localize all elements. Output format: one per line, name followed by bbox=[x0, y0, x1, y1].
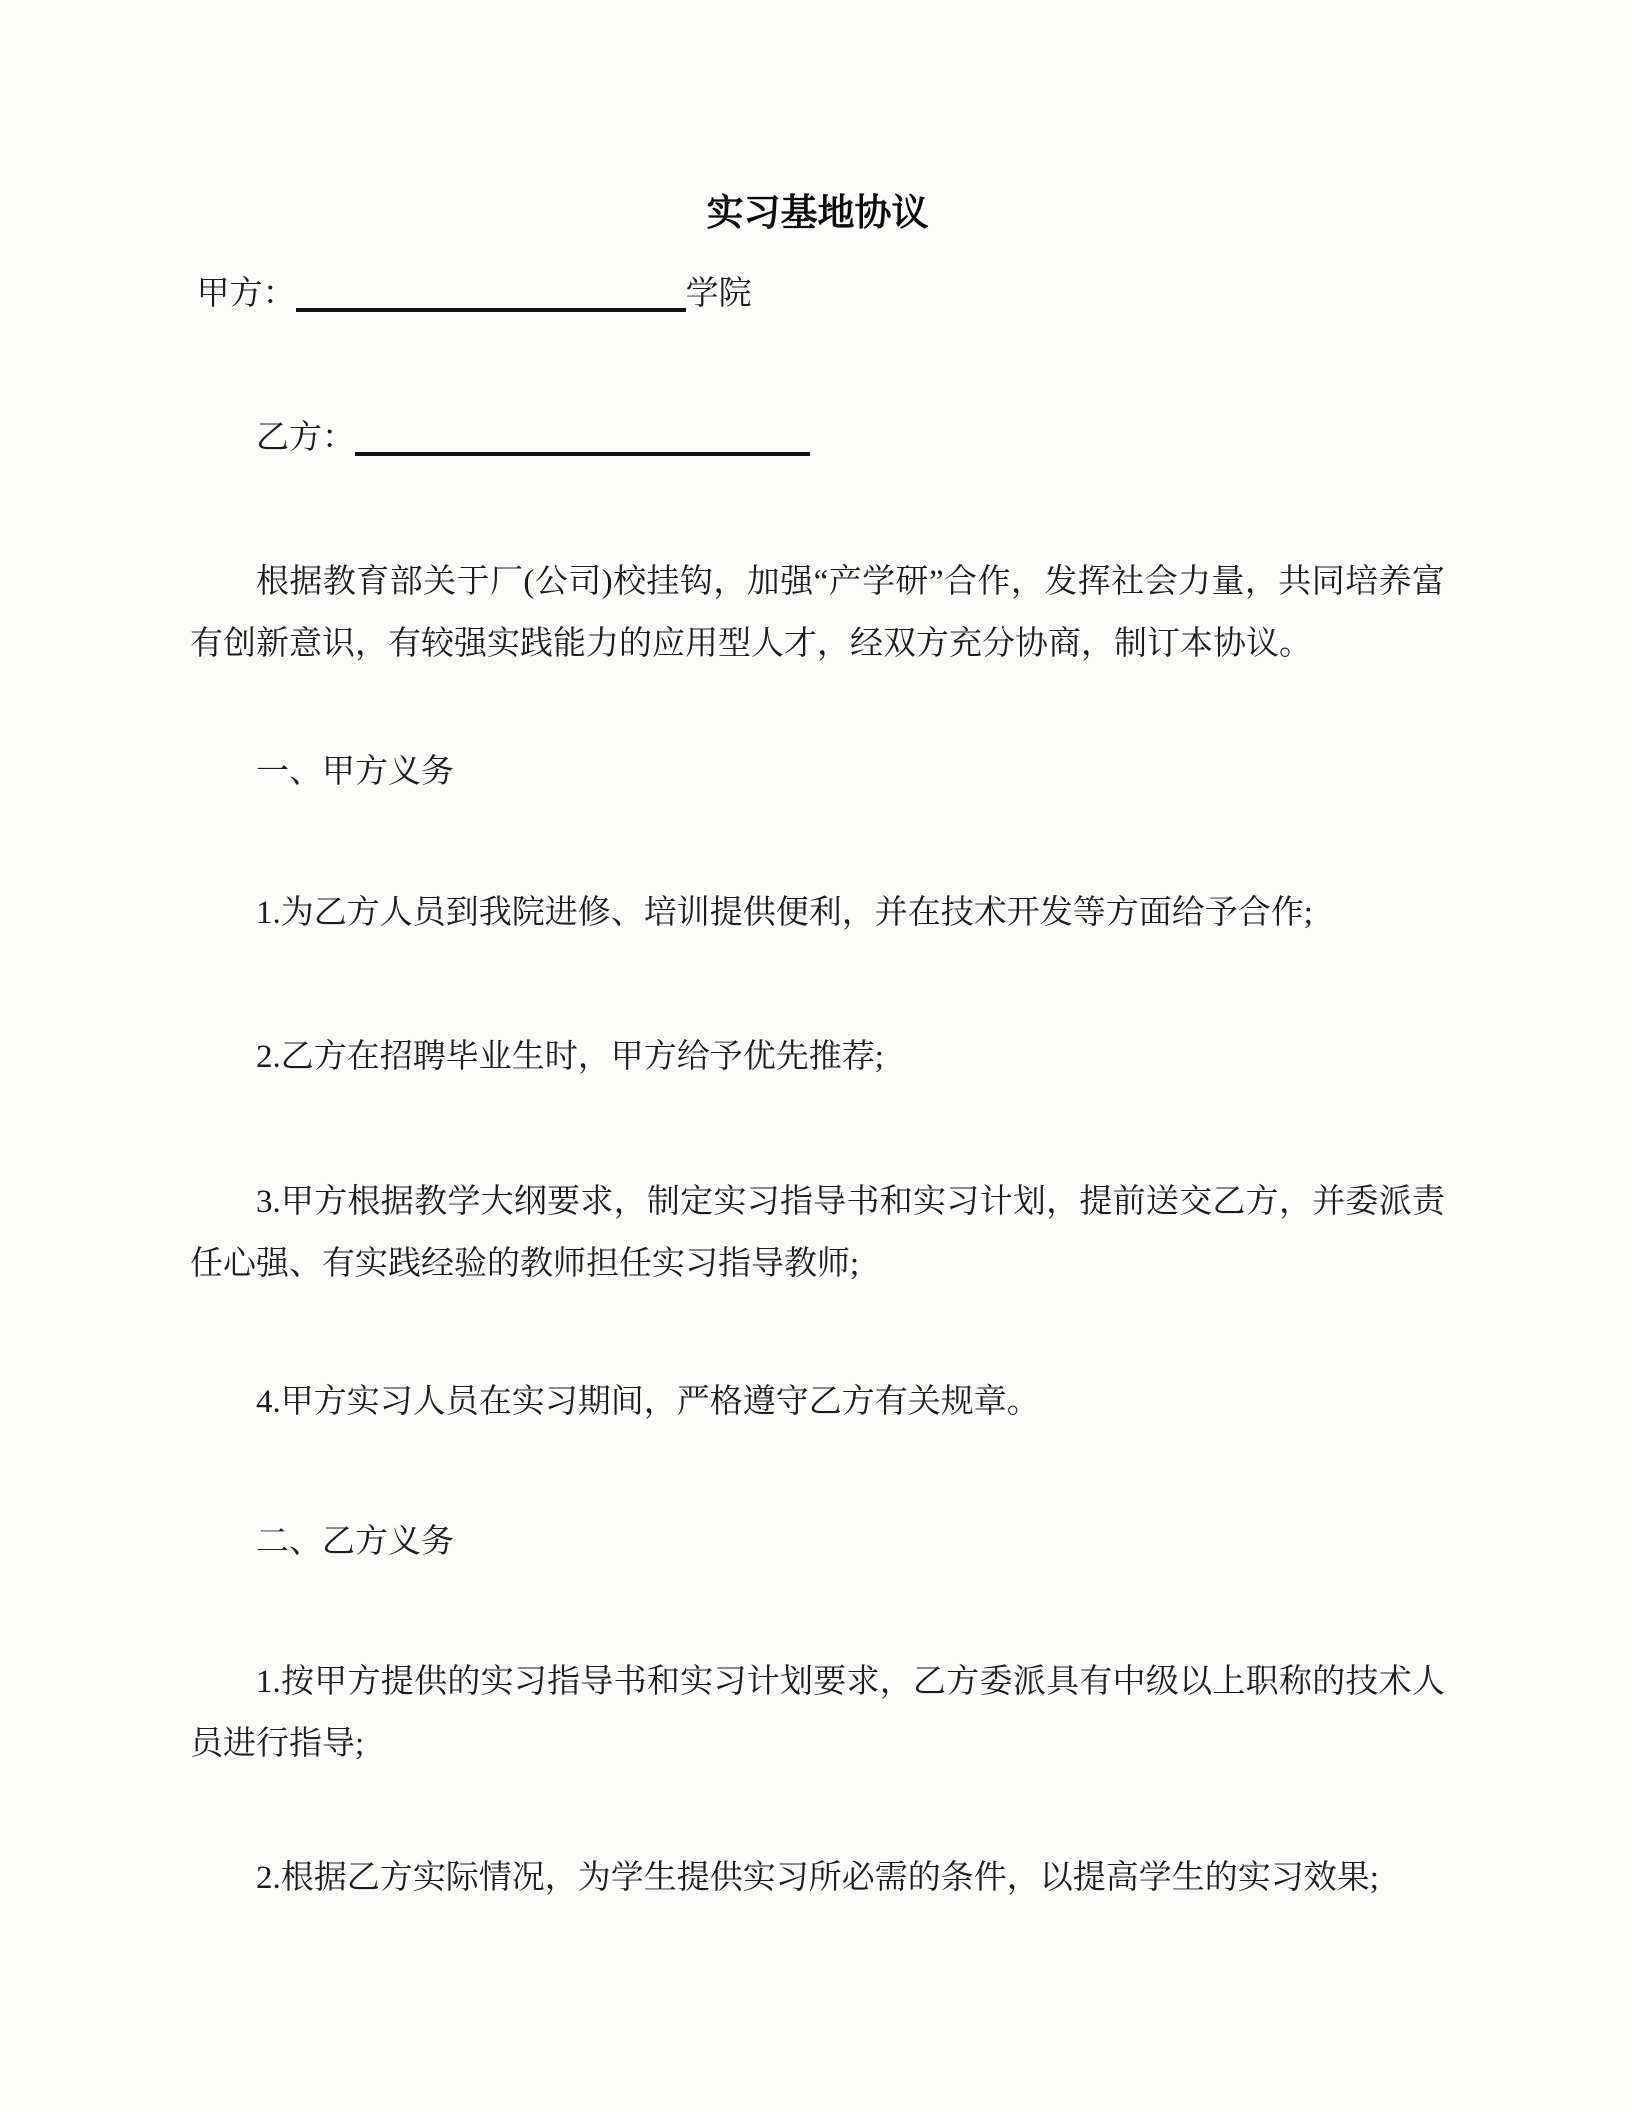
party-a-line bbox=[190, 263, 1445, 325]
party-b-label: 乙方： bbox=[256, 420, 355, 456]
section-2-item-2: 2.根据乙方实际情况，为学生提供实习所必需的条件，以提高学生的实习效果; bbox=[256, 1860, 1379, 1896]
section-1-item-4: 4.甲方实习人员在实习期间，严格遵守乙方有关规章。 bbox=[256, 1384, 1040, 1420]
party-a-blank-line[interactable] bbox=[296, 308, 686, 312]
intro-paragraph: 根据教育部关于厂(公司)校挂钩，加强“产学研”合作，发挥社会力量，共同培养富有创新意识，有较强实践能力的应用型人才，经双方充分协商，制订本协议。 bbox=[190, 564, 1445, 662]
document-title: 实习基地协议 bbox=[706, 192, 929, 233]
section-2-item-1: 1.按甲方提供的实习指导书和实习计划要求，乙方委派具有中级以上职称的技术人员进行指导; bbox=[190, 1664, 1445, 1762]
section-1-heading: 一、甲方义务 bbox=[256, 754, 454, 790]
section-1-item-2: 2.乙方在招聘毕业生时，甲方给予优先推荐; bbox=[256, 1039, 884, 1075]
party-a-suffix: 学院 bbox=[685, 276, 752, 312]
section-1-item-3: 3.甲方根据教学大纲要求，制定实习指导书和实习计划，提前送交乙方，并委派责任心强、有实践经验的教师担任实习指导教师; bbox=[190, 1184, 1445, 1282]
section-1-item-1: 1.为乙方人员到我院进修、培训提供便利，并在技术开发等方面给予合作; bbox=[256, 895, 1313, 931]
party-b-line bbox=[190, 407, 1445, 469]
party-a-label: 甲方： bbox=[196, 276, 296, 312]
party-b-blank-line[interactable] bbox=[355, 452, 810, 456]
section-2-heading: 二、乙方义务 bbox=[256, 1524, 454, 1560]
